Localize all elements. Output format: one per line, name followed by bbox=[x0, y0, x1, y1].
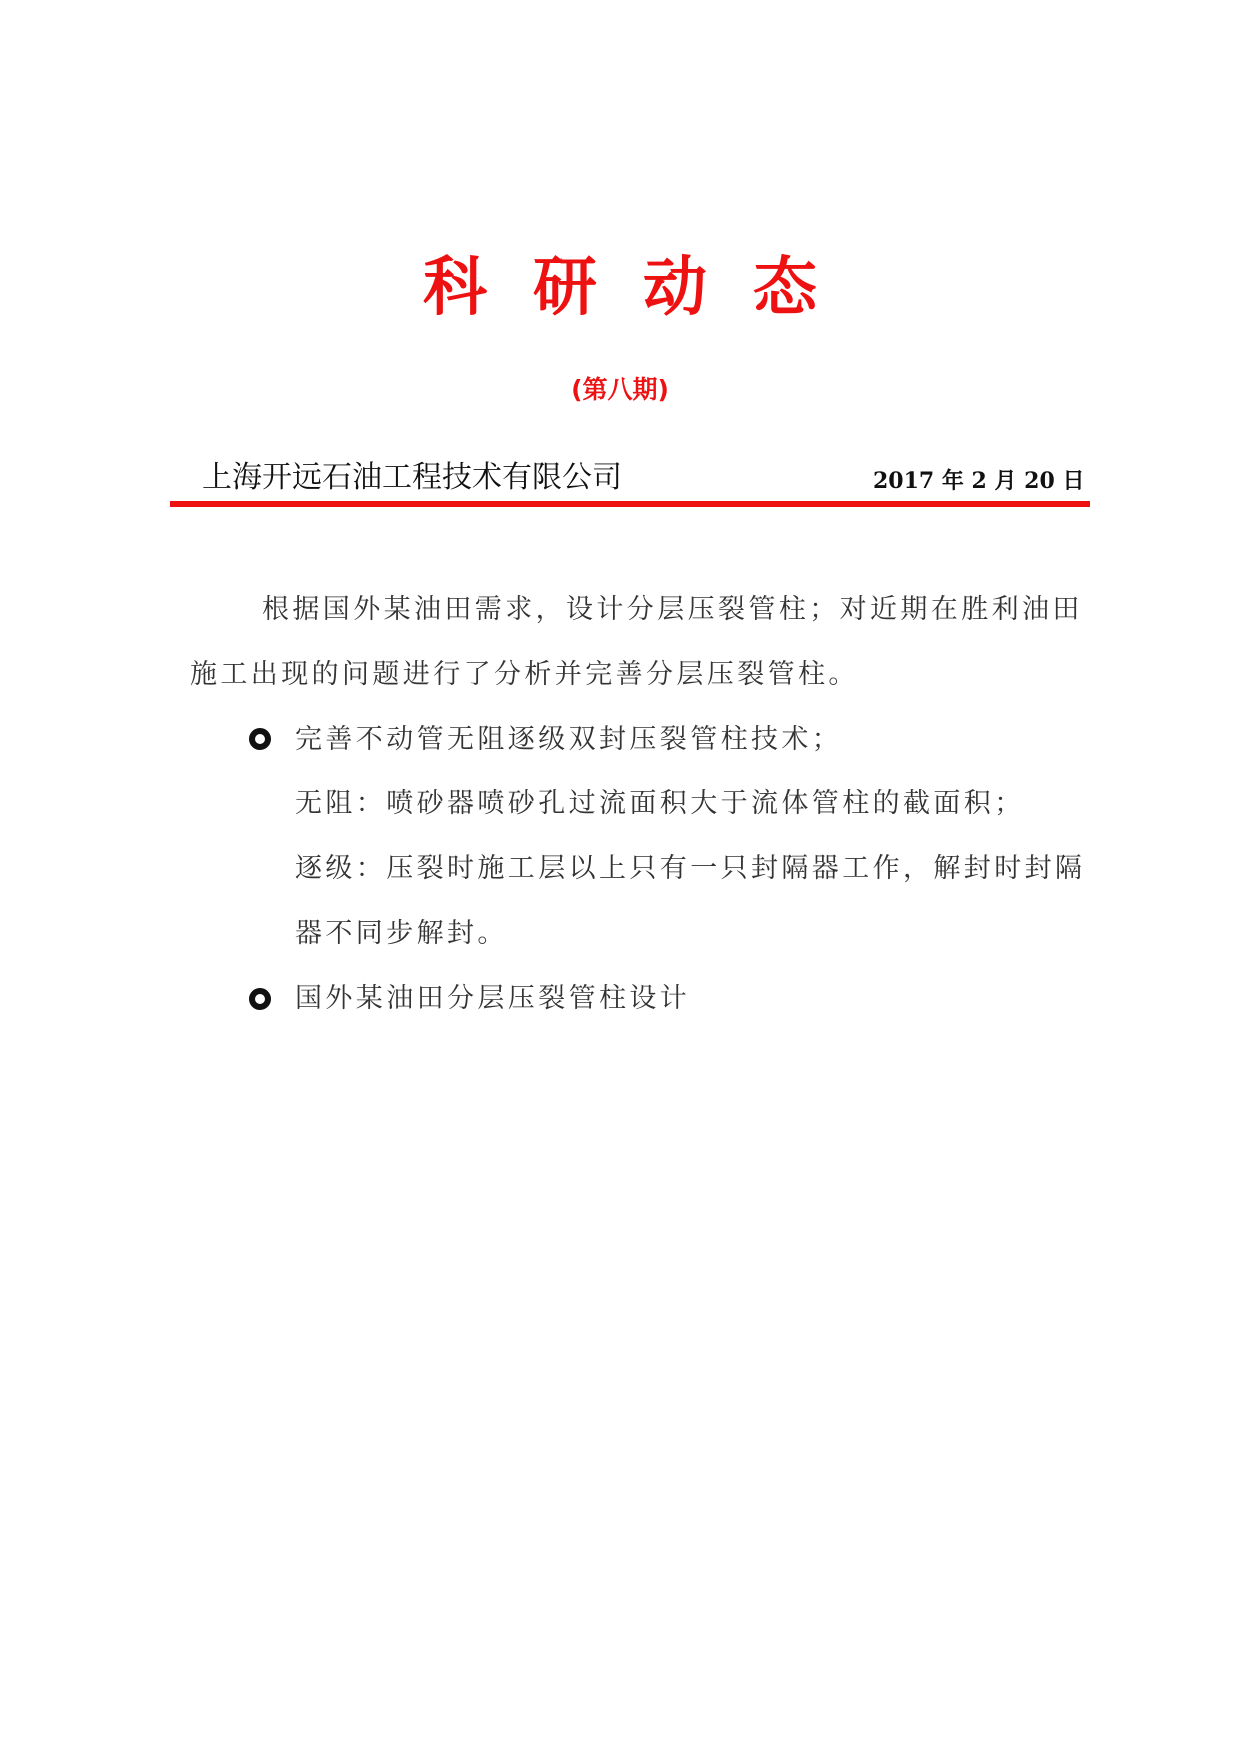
bullet-item-1: 完善不动管无阻逐级双封压裂管柱技术； bbox=[295, 724, 843, 755]
header-divider bbox=[170, 501, 1090, 507]
intro-paragraph-line-2: 施工出现的问题进行了分析并完善分层压裂管柱。 bbox=[190, 659, 859, 690]
bullet-1-detail-3: 器不同步解封。 bbox=[295, 918, 508, 949]
bullet-1-detail-2: 逐级：压裂时施工层以上只有一只封隔器工作，解封时封隔 bbox=[295, 853, 1086, 884]
ring-bullet-icon bbox=[249, 728, 271, 750]
page-title: 科研动态 bbox=[423, 251, 863, 325]
bullet-item-2: 国外某油田分层压裂管柱设计 bbox=[295, 983, 691, 1014]
bullet-1-detail-1: 无阻：喷砂器喷砂孔过流面积大于流体管柱的截面积； bbox=[295, 788, 1025, 819]
publish-date: 2017 年 2 月 20 日 bbox=[873, 468, 1085, 494]
intro-paragraph-line-1: 根据国外某油田需求，设计分层压裂管柱；对近期在胜利油田 bbox=[262, 594, 1083, 625]
ring-bullet-icon bbox=[249, 988, 271, 1010]
company-name: 上海开远石油工程技术有限公司 bbox=[202, 460, 622, 495]
issue-number: (第八期) bbox=[571, 375, 669, 404]
